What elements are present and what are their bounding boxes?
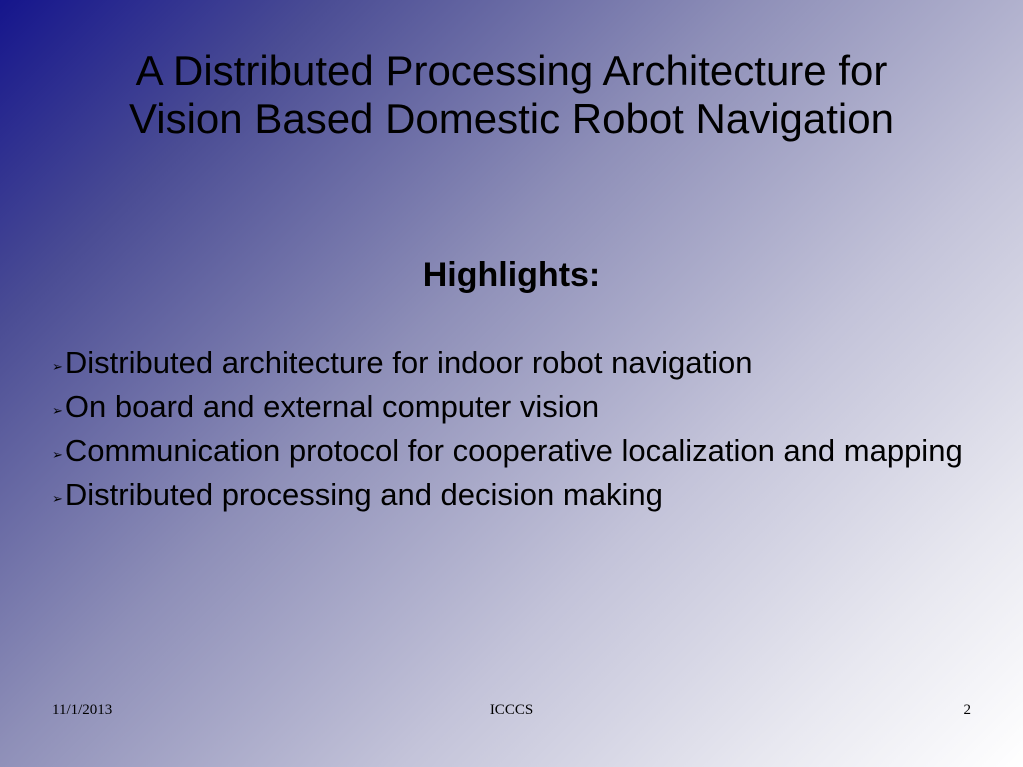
slide-title-line-1: A Distributed Processing Architecture for bbox=[135, 47, 888, 94]
list-item-text: On board and external computer vision bbox=[64, 389, 600, 424]
highlights-heading: Highlights: bbox=[422, 256, 601, 294]
highlights-list bbox=[52, 343, 987, 519]
slide-title bbox=[40, 47, 983, 143]
arrow-bullet-icon: ➢ bbox=[52, 403, 63, 418]
list-item-text: Communication protocol for cooperative localization and mapping bbox=[64, 433, 963, 468]
footer-conference: ICCCS bbox=[489, 702, 534, 718]
arrow-bullet-icon: ➢ bbox=[52, 491, 63, 506]
footer-page-number: 2 bbox=[963, 702, 971, 718]
arrow-bullet-icon: ➢ bbox=[52, 447, 63, 462]
footer-date: 11/1/2013 bbox=[52, 702, 113, 718]
slide-title-line-2: Vision Based Domestic Robot Navigation bbox=[129, 95, 894, 142]
list-item-text: Distributed architecture for indoor robot navigation bbox=[64, 345, 753, 380]
list-item bbox=[52, 343, 987, 387]
list-item bbox=[52, 431, 987, 475]
list-item bbox=[52, 475, 987, 519]
arrow-bullet-icon: ➢ bbox=[52, 359, 63, 374]
list-item-text: Distributed processing and decision making bbox=[64, 477, 663, 512]
list-item bbox=[52, 387, 987, 431]
